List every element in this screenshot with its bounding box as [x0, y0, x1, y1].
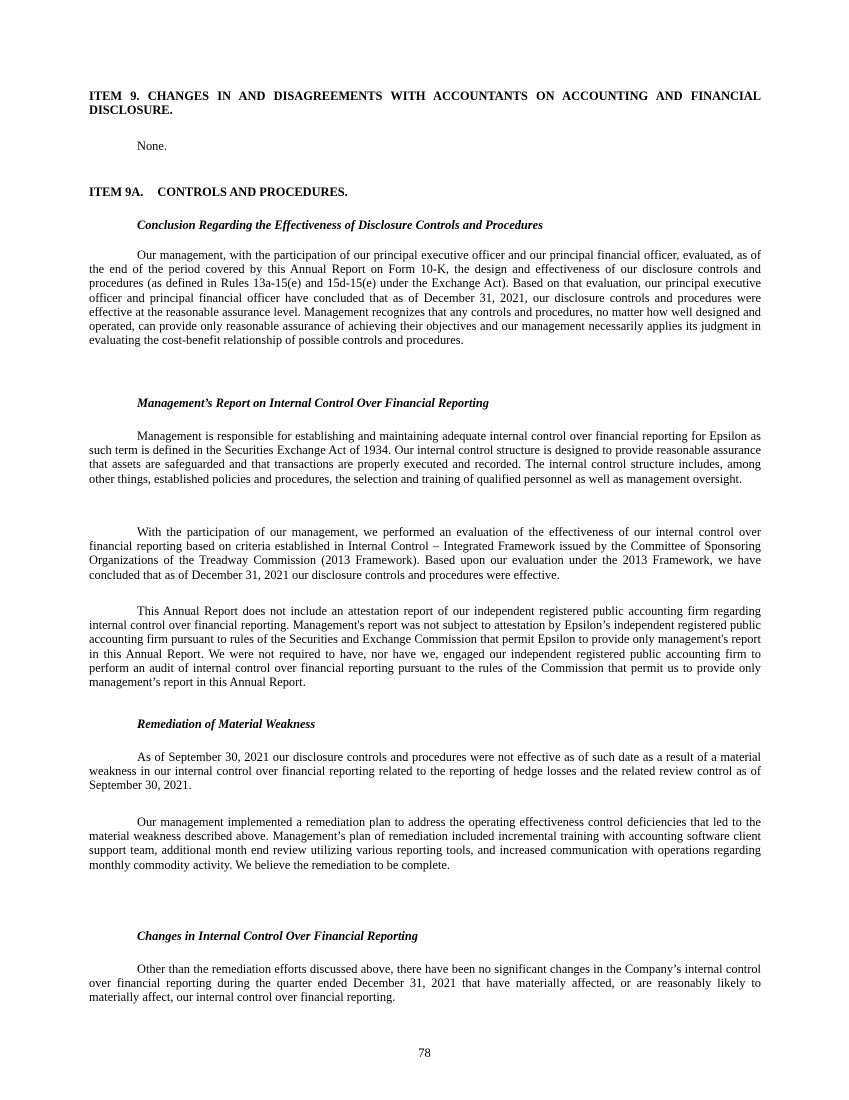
- paragraph-changes-icfr: Other than the remediation efforts discussed above, there have been no significant changes in the Company’s internal control over financial reporting during the quarter ended December 31, 2021 that have materially affected, or are reasonably likely to materially affect, our internal control over financial reporting.: [89, 962, 761, 1005]
- item-9a-number: ITEM 9A.: [89, 185, 144, 199]
- item-9a-heading: [89, 185, 761, 199]
- section-title-remediation: Remediation of Material Weakness: [137, 717, 316, 731]
- paragraph-remediation-plan: Our management implemented a remediation plan to address the operating effectiveness control deficiencies that led to the material weakness described above. Management’s plan of remediation included incremental training with accounting software client support team, additional month end review utilizing various reporting tools, and increased communication with operations regarding monthly commodity activity. We believe the remediation to be complete.: [89, 815, 761, 872]
- paragraph-material-weakness: As of September 30, 2021 our disclosure controls and procedures were not effective as of such date as a result of a material weakness in our internal control over financial reporting related to the reporting of hedge losses and the related review control as of September 30, 2021.: [89, 750, 761, 793]
- paragraph-attestation: This Annual Report does not include an attestation report of our independent registered public accounting firm regarding internal control over financial reporting. Management's report was not subject to attestation by Epsilon’s independent registered public accounting firm pursuant to rules of the Securities and Exchange Commission that permit Epsilon to provide only management's report in this Annual Report. We were not required to have, nor have we, engaged our independent registered public accounting firm to perform an audit of internal control over financial reporting pursuant to the rules of the Commission that permit us to provide only management’s report in this Annual Report.: [89, 604, 761, 690]
- paragraph-management-responsibility: Management is responsible for establishing and maintaining adequate internal control over financial reporting for Epsilon as such term is defined in the Securities Exchange Act of 1934. Our internal control structure is designed to provide reasonable assurance that assets are safeguarded and that transactions are properly executed and recorded. The internal control structure includes, among other things, established policies and procedures, the selection and training of qualified personnel as well as management oversight.: [89, 429, 761, 486]
- section-title-changes-icfr: Changes in Internal Control Over Financial Reporting: [137, 929, 418, 943]
- section-title-disclosure-controls: Conclusion Regarding the Effectiveness of Disclosure Controls and Procedures: [137, 218, 543, 232]
- paragraph-evaluation-coso: With the participation of our management, we performed an evaluation of the effectiveness of our internal control over financial reporting based on criteria established in Internal Control – Integrated Framework issued by the Committee of Sponsoring Organizations of the Treadway Commission (2013 Framework). Based upon our evaluation under the 2013 Framework, we have concluded that as of December 31, 2021 our disclosure controls and procedures were effective.: [89, 525, 761, 582]
- page-number: 78: [418, 1046, 431, 1060]
- item-9a-title: CONTROLS AND PROCEDURES.: [157, 185, 348, 199]
- section-title-management-report: Management’s Report on Internal Control Over Financial Reporting: [137, 396, 489, 410]
- item-9-body: None.: [137, 139, 167, 153]
- item-9-heading: ITEM 9. CHANGES IN AND DISAGREEMENTS WITH ACCOUNTANTS ON ACCOUNTING AND FINANCIAL DISCLOSURE.: [89, 89, 761, 118]
- paragraph-disclosure-conclusion: Our management, with the participation of our principal executive officer and our principal financial officer, evaluated, as of the end of the period covered by this Annual Report on Form 10-K, the design and effectiveness of our disclosure controls and procedures (as defined in Rules 13a-15(e) and 15d-15(e) under the Exchange Act). Based on that evaluation, our principal executive officer and principal financial officer have concluded that as of December 31, 2021, our disclosure controls and procedures were effective at the reasonable assurance level. Management recognizes that any controls and procedures, no matter how well designed and operated, can provide only reasonable assurance of achieving their objectives and our management necessarily applies its judgment in evaluating the cost-benefit relationship of possible controls and procedures.: [89, 248, 761, 348]
